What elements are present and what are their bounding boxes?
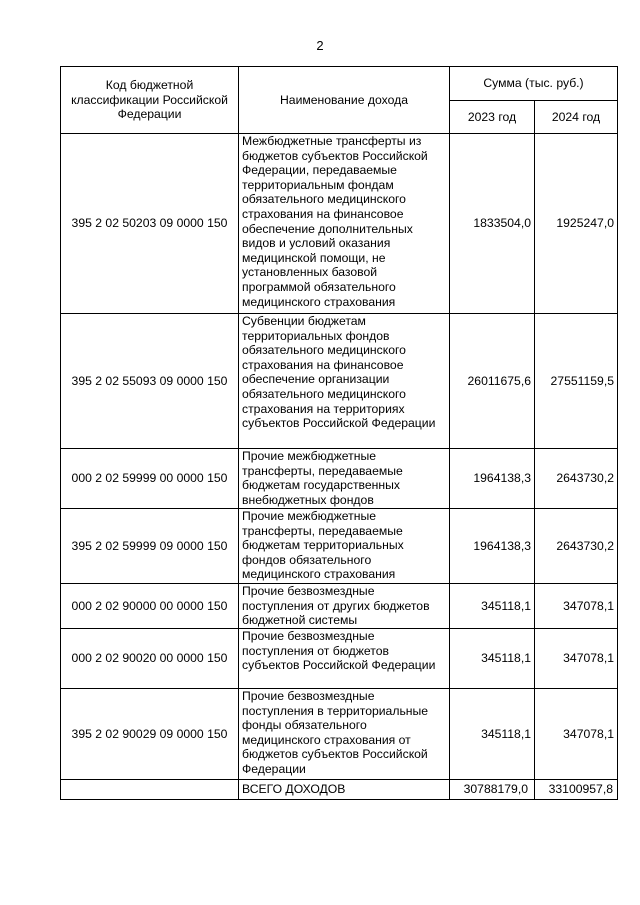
income-name: Прочие безвозмездные поступления от бюджетов субъектов Российской Федерации bbox=[239, 629, 450, 689]
amount-2024: 347078,1 bbox=[535, 584, 618, 629]
total-code-empty bbox=[61, 780, 239, 800]
budget-code: 000 2 02 90000 00 0000 150 bbox=[61, 584, 239, 629]
amount-2023: 345118,1 bbox=[450, 584, 535, 629]
table-row bbox=[61, 449, 618, 509]
income-name: Межбюджетные трансферты из бюджетов субъектов Российской Федерации, передаваемые территориальным фондам обязательного медицинского страхования на финансовое обеспечение дополнительных видов и условий оказания медицинской помощи, не установленных базовой программой обязательного медицинского страхования bbox=[239, 134, 450, 314]
budget-code: 395 2 02 59999 09 0000 150 bbox=[61, 509, 239, 584]
total-2024: 33100957,8 bbox=[535, 780, 618, 800]
amount-2024: 2643730,2 bbox=[535, 509, 618, 584]
table-row bbox=[61, 314, 618, 449]
amount-2023: 345118,1 bbox=[450, 629, 535, 689]
amount-2023: 1964138,3 bbox=[450, 449, 535, 509]
budget-code: 000 2 02 90020 00 0000 150 bbox=[61, 629, 239, 689]
income-name: Прочие безвозмездные поступления в территориальные фонды обязательного медицинского страхования от бюджетов субъектов Российской Федерации bbox=[239, 689, 450, 780]
table-row bbox=[61, 584, 618, 629]
header-year-2024: 2024 год bbox=[535, 101, 618, 134]
income-name: Прочие межбюджетные трансферты, передаваемые бюджетам территориальных фондов обязательного медицинского страхования bbox=[239, 509, 450, 584]
header-year-2023: 2023 год bbox=[450, 101, 535, 134]
amount-2024: 2643730,2 bbox=[535, 449, 618, 509]
header-sum-column: Сумма (тыс. руб.) bbox=[450, 67, 618, 101]
income-name: Прочие безвозмездные поступления от других бюджетов бюджетной системы bbox=[239, 584, 450, 629]
amount-2024: 1925247,0 bbox=[535, 134, 618, 314]
amount-2024: 347078,1 bbox=[535, 689, 618, 780]
table-row bbox=[61, 689, 618, 780]
amount-2024: 347078,1 bbox=[535, 629, 618, 689]
budget-code: 000 2 02 59999 00 0000 150 bbox=[61, 449, 239, 509]
amount-2023: 1833504,0 bbox=[450, 134, 535, 314]
table-row bbox=[61, 629, 618, 689]
amount-2023: 345118,1 bbox=[450, 689, 535, 780]
budget-code: 395 2 02 55093 09 0000 150 bbox=[61, 314, 239, 449]
income-name: Прочие межбюджетные трансферты, передаваемые бюджетам государственных внебюджетных фондов bbox=[239, 449, 450, 509]
budget-code: 395 2 02 50203 09 0000 150 bbox=[61, 134, 239, 314]
amount-2023: 1964138,3 bbox=[450, 509, 535, 584]
total-row bbox=[61, 780, 618, 800]
table-header-row bbox=[61, 67, 618, 101]
amount-2024: 27551159,5 bbox=[535, 314, 618, 449]
header-name-column: Наименование дохода bbox=[239, 67, 450, 134]
amount-2023: 26011675,6 bbox=[450, 314, 535, 449]
table-row bbox=[61, 134, 618, 314]
total-2023: 30788179,0 bbox=[450, 780, 535, 800]
page-number: 2 bbox=[316, 38, 324, 53]
budget-code: 395 2 02 90029 09 0000 150 bbox=[61, 689, 239, 780]
income-name: Субвенции бюджетам территориальных фондов обязательного медицинского страхования на финансовое обеспечение организации обязательного медицинского страхования на территориях субъектов Российской Федерации bbox=[239, 314, 450, 449]
table-row bbox=[61, 509, 618, 584]
revenue-table bbox=[60, 66, 618, 800]
header-code-column: Код бюджетной классификации Российской Федерации bbox=[61, 67, 239, 134]
total-label: ВСЕГО ДОХОДОВ bbox=[239, 780, 450, 800]
